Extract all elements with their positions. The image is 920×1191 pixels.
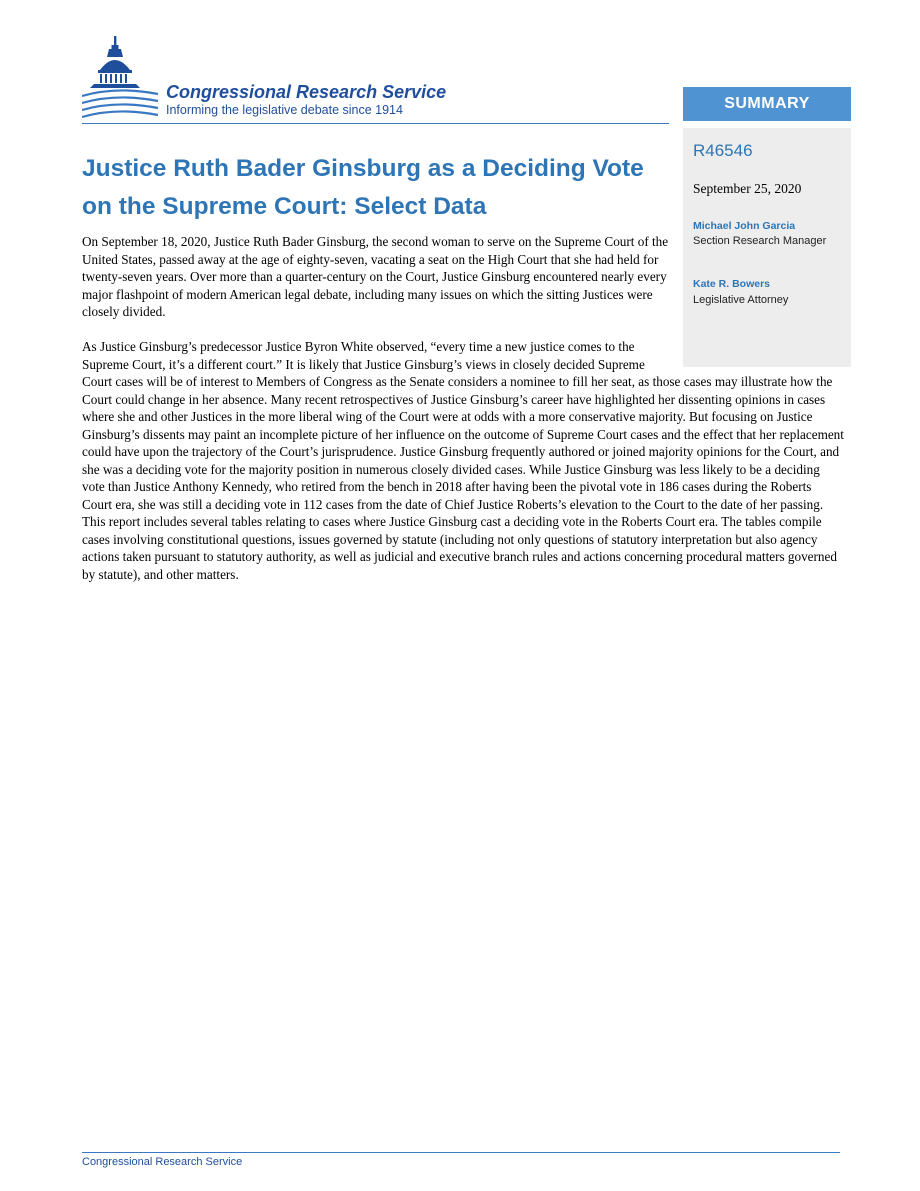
report-number: R46546: [693, 141, 753, 160]
footer-divider: [82, 1152, 840, 1153]
summary-paragraph-container: [82, 338, 844, 583]
sidebar-float-spacer: [666, 338, 844, 372]
report-date: September 25, 2020: [693, 181, 802, 196]
footer-text: Congressional Research Service: [82, 1156, 243, 1168]
author-title: Legislative Attorney: [693, 294, 789, 306]
title-line-1: Justice Ruth Bader Ginsburg as a Deciding Vote: [82, 155, 644, 182]
title-line-2: on the Supreme Court: Select Data: [82, 193, 487, 220]
header-divider: [82, 123, 669, 124]
author-title: Section Research Manager: [693, 235, 827, 247]
summary-tab: SUMMARY: [683, 87, 851, 121]
report-title: [82, 150, 682, 226]
author-name: Michael John Garcia: [693, 220, 796, 232]
summary-paragraph: On September 18, 2020, Justice Ruth Bader Ginsburg, the second woman to serve on the Supreme Court of the United States, passed away at the age of eighty-seven, vacating a seat on the High Court that she had held for twenty-seven years. Over more than a quarter-century on the Court, Justice Ginsburg encountered nearly every major flashpoint of modern American legal debate, including many issues on which the sitting Justices were closely divided.: [82, 234, 669, 319]
author-name: Kate R. Bowers: [693, 278, 771, 290]
org-tagline: Informing the legislative debate since 1914: [166, 103, 403, 117]
summary-paragraph: As Justice Ginsburg’s predecessor Justice Byron White observed, “every time a new justice comes to the Supreme Court, it’s a different court.” It is likely that Justice Ginsburg’s views in closely decided Supreme Court cases will be of interest to Members of Congress as the Senate considers a nominee to fill her seat, as those cases may illustrate how the Court could change in her absence. Many recent retrospectives of Justice Ginsburg’s career have highlighted her dissenting opinions in cases where she and other Justices in the more liberal wing of the Court were at odds with a more conservative majority. But focusing on Justice Ginsburg’s dissents may paint an incomplete picture of her influence on the outcome of Supreme Court cases and the effect that her replacement could have upon the trajectory of the Court’s jurisprudence. Justice Ginsburg frequently authored or joined majority opinions for the Court, and she was a deciding vote for the majority position in numerous closely divided cases. While Justice Ginsburg was less likely to be a deciding vote than Justice Anthony Kennedy, who retired from the bench in 2018 after having been the pivotal vote in 186 cases during the Roberts Court era, she was still a deciding vote in 112 cases from the date of Chief Justice Roberts’s elevation to the Court to the date of her passing. This report includes several tables relating to cases where Justice Ginsburg cast a deciding vote in the Roberts Court era. The tables compile cases involving constitutional questions, issues governed by statute (including not only questions of statutory interpretation but also agency actions taken pursuant to statutory authority, as well as judicial and executive branch rules and actions concerning procedural matters governed by statute), and other matters.: [82, 339, 844, 582]
summary-sidebar: [683, 128, 851, 367]
org-name: Congressional Research Service: [166, 82, 447, 102]
